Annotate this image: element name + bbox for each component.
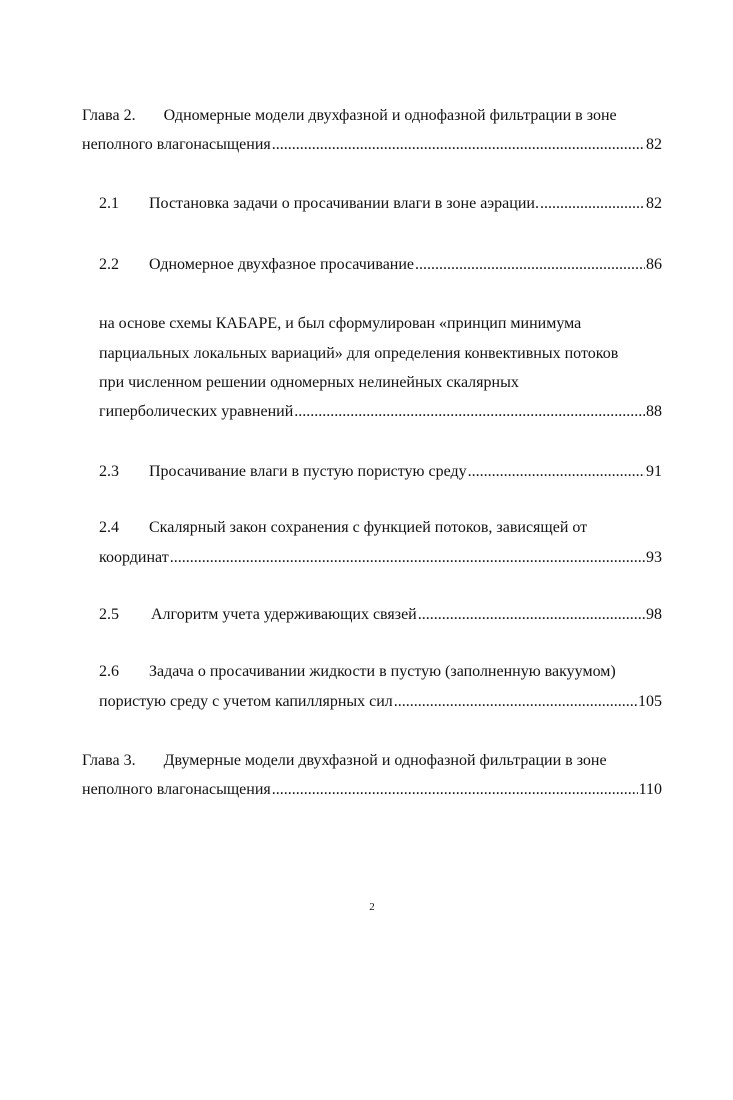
toc-section-2-5-title: Алгоритм учета удерживающих связей — [151, 606, 417, 623]
toc-leader-dots — [540, 193, 645, 215]
toc-chapter-3-page: 110 — [638, 781, 662, 798]
toc-chapter-3-heading[interactable] — [82, 750, 607, 772]
toc-leader-dots — [394, 691, 637, 713]
toc-leader-dots — [170, 547, 645, 569]
toc-paragraph-line-1: на основе схемы КАБАРЕ, и был сформулирован «принцип минимума — [99, 315, 582, 332]
toc-section-2-4-title: Скалярный закон сохранения с функцией потоков, зависящей от — [149, 519, 588, 536]
toc-section-2-4-continuation[interactable] — [99, 547, 662, 569]
toc-section-2-5-page: 98 — [646, 606, 662, 623]
toc-section-2-1-number: 2.1 — [99, 195, 119, 212]
toc-section-2-4-page: 93 — [646, 549, 662, 566]
toc-section-2-6-heading[interactable] — [99, 661, 616, 683]
toc-chapter-3-label: Глава 3. — [82, 752, 136, 769]
toc-section-2-5-number: 2.5 — [99, 606, 119, 623]
toc-section-2-6-title: Задача о просачивании жидкости в пустую (заполненную вакуумом) — [149, 663, 616, 680]
toc-leader-dots — [272, 779, 638, 801]
toc-section-2-4-number: 2.4 — [99, 519, 119, 536]
toc-paragraph-line-2: парциальных локальных вариаций» для определения конвективных потоков — [99, 345, 619, 362]
toc-section-2-6-number: 2.6 — [99, 663, 119, 680]
toc-chapter-3-continuation[interactable] — [82, 779, 662, 801]
toc-section-2-1-page: 82 — [646, 195, 662, 212]
toc-leader-dots — [294, 401, 645, 423]
toc-section-2-3-title: Просачивание влаги в пустую пористую среду — [149, 463, 467, 480]
toc-section-2-1-title: Постановка задачи о просачивании влаги в зоне аэрации. — [149, 195, 539, 212]
toc-paragraph-page: 88 — [646, 403, 662, 420]
page-number: 2 — [369, 901, 375, 913]
toc-paragraph-line-4-text: гиперболических уравнений — [99, 403, 294, 420]
toc-section-2-6-title-cont: пористую среду с учетом капиллярных сил — [99, 693, 393, 710]
toc-section-2-4-heading[interactable] — [99, 517, 587, 539]
toc-leader-dots — [418, 604, 645, 626]
toc-chapter-2-title-cont: неполного влагонасыщения — [82, 136, 271, 153]
toc-chapter-2-label: Глава 2. — [82, 107, 136, 124]
toc-section-2-3-number: 2.3 — [99, 463, 119, 480]
toc-chapter-2-heading[interactable] — [82, 105, 617, 127]
toc-section-2-3-page: 91 — [646, 463, 662, 480]
toc-leader-dots — [468, 461, 645, 483]
toc-chapter-2-title: Одномерные модели двухфазной и однофазной фильтрации в зоне — [163, 107, 617, 124]
toc-section-2-4-title-cont: координат — [99, 549, 169, 566]
toc-section-2-2-page: 86 — [646, 256, 662, 273]
toc-paragraph-line-3: при численном решении одномерных нелинейных скалярных — [99, 374, 519, 391]
toc-section-2-1[interactable] — [99, 193, 662, 215]
toc-section-2-2[interactable] — [99, 254, 662, 276]
toc-chapter-3-title-cont: неполного влагонасыщения — [82, 781, 271, 798]
toc-chapter-2-page: 82 — [646, 136, 662, 153]
toc-section-2-6-page: 105 — [638, 693, 662, 710]
toc-section-2-2-title: Одномерное двухфазное просачивание — [149, 256, 415, 273]
toc-section-2-5[interactable] — [99, 604, 662, 626]
toc-paragraph-line-4[interactable] — [99, 401, 662, 423]
toc-leader-dots — [415, 254, 645, 276]
toc-chapter-2-continuation[interactable] — [82, 134, 662, 156]
toc-chapter-3-title: Двумерные модели двухфазной и однофазной фильтрации в зоне — [163, 752, 607, 769]
toc-section-2-3[interactable] — [99, 461, 662, 483]
toc-leader-dots — [272, 134, 645, 156]
toc-section-2-6-continuation[interactable] — [99, 691, 662, 713]
toc-section-2-2-number: 2.2 — [99, 256, 119, 273]
